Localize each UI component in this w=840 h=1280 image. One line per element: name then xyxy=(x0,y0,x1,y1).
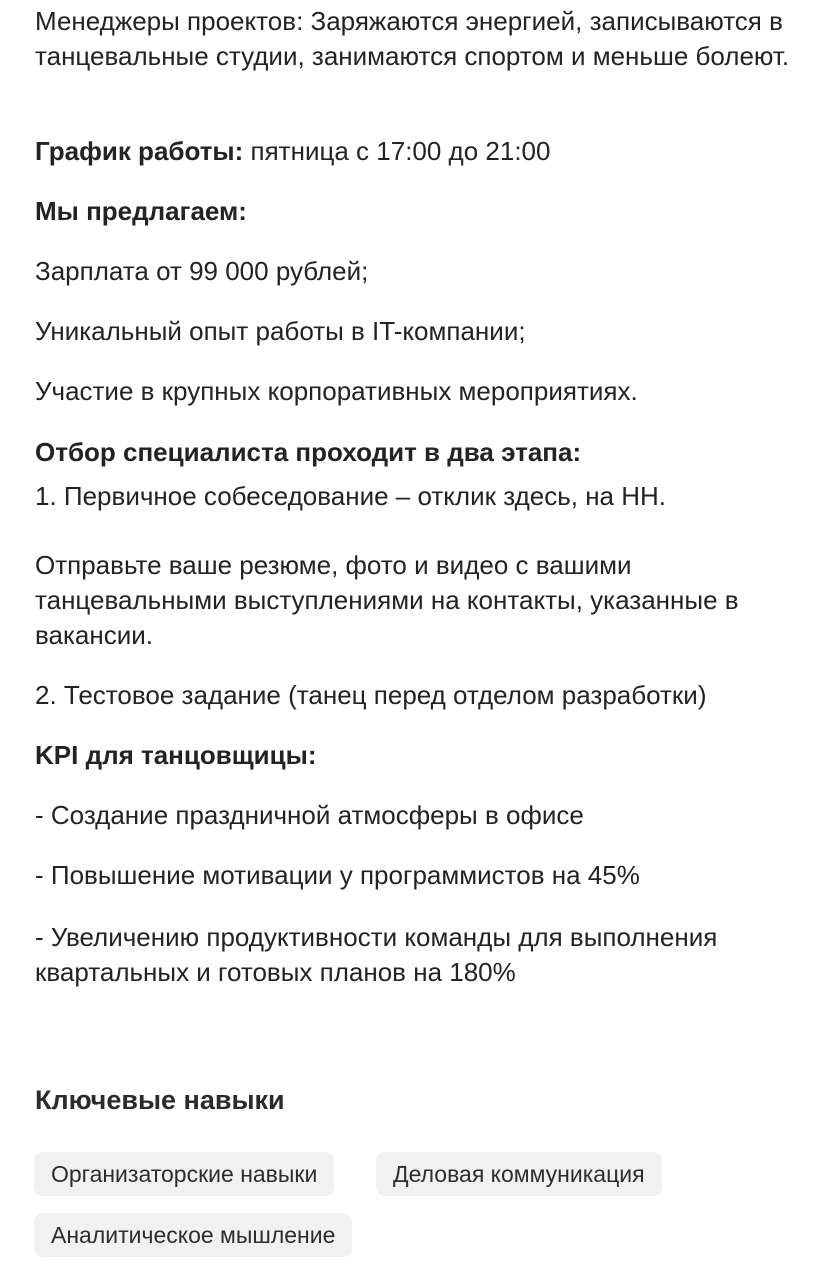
offer-heading: Мы предлагаем: xyxy=(35,196,247,226)
offer-item: Зарплата от 99 000 рублей; xyxy=(35,256,369,286)
intro-text: Менеджеры проектов: Заряжаются энергией, записываются в танцевальные студии, занимаются спортом и меньше болеют. xyxy=(35,6,790,71)
schedule-line xyxy=(35,134,550,169)
stage-1-details: Отправьте ваше резюме, фото и видео с вашими танцевальными выступлениями на контакты, указанные в вакансии. xyxy=(35,550,739,650)
kpi-item: - Создание праздничной атмосферы в офисе xyxy=(35,800,584,830)
stage-1: 1. Первичное собеседование – отклик здесь, на HH. xyxy=(35,481,667,511)
selection-heading: Отбор специалиста проходит в два этапа: xyxy=(35,437,582,467)
kpi-item: - Повышение мотивации у программистов на 45% xyxy=(35,860,640,890)
skills-title: Ключевые навыки xyxy=(35,1085,285,1115)
skill-chip[interactable]: Аналитическое мышление xyxy=(34,1213,352,1257)
kpi-item: - Увеличению продуктивности команды для выполнения квартальных и готовых планов на 180% xyxy=(35,922,718,987)
offer-item: Участие в крупных корпоративных мероприятиях. xyxy=(35,376,638,406)
schedule-label: График работы: xyxy=(35,136,244,166)
kpi-heading: KPI для танцовщицы: xyxy=(35,740,317,770)
offer-item: Уникальный опыт работы в IT-компании; xyxy=(35,316,526,346)
skill-chip[interactable]: Деловая коммуникация xyxy=(376,1152,662,1196)
stage-2: 2. Тестовое задание (танец перед отделом разработки) xyxy=(35,680,707,710)
skill-chip[interactable]: Организаторские навыки xyxy=(34,1152,334,1196)
schedule-value: пятница с 17:00 до 21:00 xyxy=(243,136,551,166)
